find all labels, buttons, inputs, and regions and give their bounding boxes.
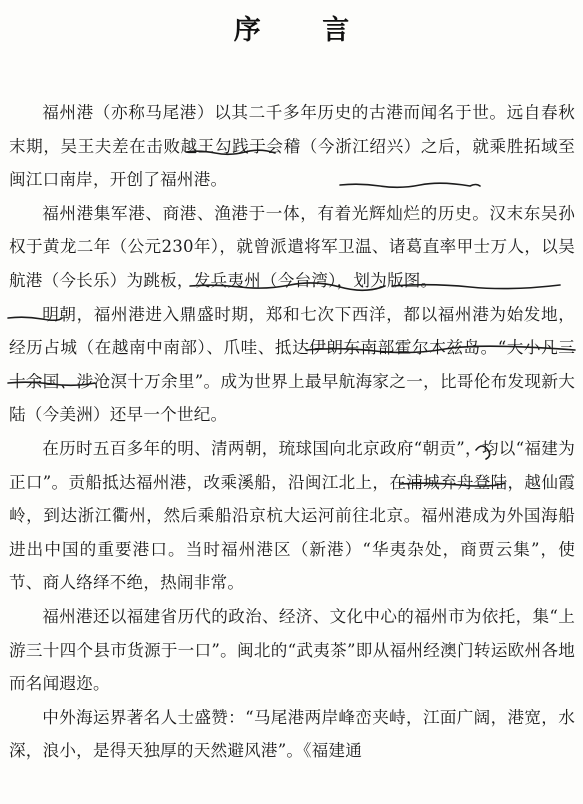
page-title: 序 言 bbox=[233, 15, 376, 46]
paragraph-3: 明朝，福州港进入鼎盛时期，郑和七次下西洋，都以福州港为始发地，经历占城（在越南中南部）、爪哇、抵达伊朗东南部霍尔木兹岛。“大小凡三十余国、涉沧溟十万余里”。成为世界上最早航海家之一，比哥伦布发现新大陆（今美洲）还早一个世纪。 bbox=[9, 304, 575, 425]
preface-body bbox=[9, 96, 575, 768]
paragraph-4: 在历时五百多年的明、清两朝，琉球国向北京政府“朝贡”，均以“福建为正口”。贡船抵达福州港，改乘溪船，沿闽江北上，在浦城弃舟登陆，越仙霞岭，到达浙江衢州，然后乘船沿京杭大运河前往北京。福州港成为外国海船进出中国的重要港口。当时福州港区（新港）“华夷杂处，商贾云集”，使节、商人络绎不绝，热闹非常。 bbox=[9, 438, 575, 593]
paragraph-2: 福州港集军港、商港、渔港于一体，有着光辉灿烂的历史。汉末东吴孙权于黄龙二年（公元230年），就曾派遣将军卫温、诸葛直率甲士万人，以吴航港（今长乐）为跳板，发兵夷州（今台湾），划为版图。 bbox=[9, 203, 575, 290]
paragraph-5: 福州港还以福建省历代的政治、经济、文化中心的福州市为依托，集“上游三十四个县市货源于一口”。闽北的“武夷茶”即从福州经澳门转运欧州各地而名闻遐迩。 bbox=[9, 606, 575, 694]
paragraph-6: 中外海运界著名人士盛赞：“马尾港两岸峰峦夹峙，江面广阔，港宽，水深，浪小，是得天独厚的天然避风港”。《福建通 bbox=[9, 707, 575, 761]
paragraph-1: 福州港（亦称马尾港）以其二千多年历史的古港而闻名于世。远自春秋末期，吴王夫差在击败越王勾践于会稽（今浙江绍兴）之后，就乘胜拓域至闽江口南岸，开创了福州港。 bbox=[9, 103, 575, 190]
